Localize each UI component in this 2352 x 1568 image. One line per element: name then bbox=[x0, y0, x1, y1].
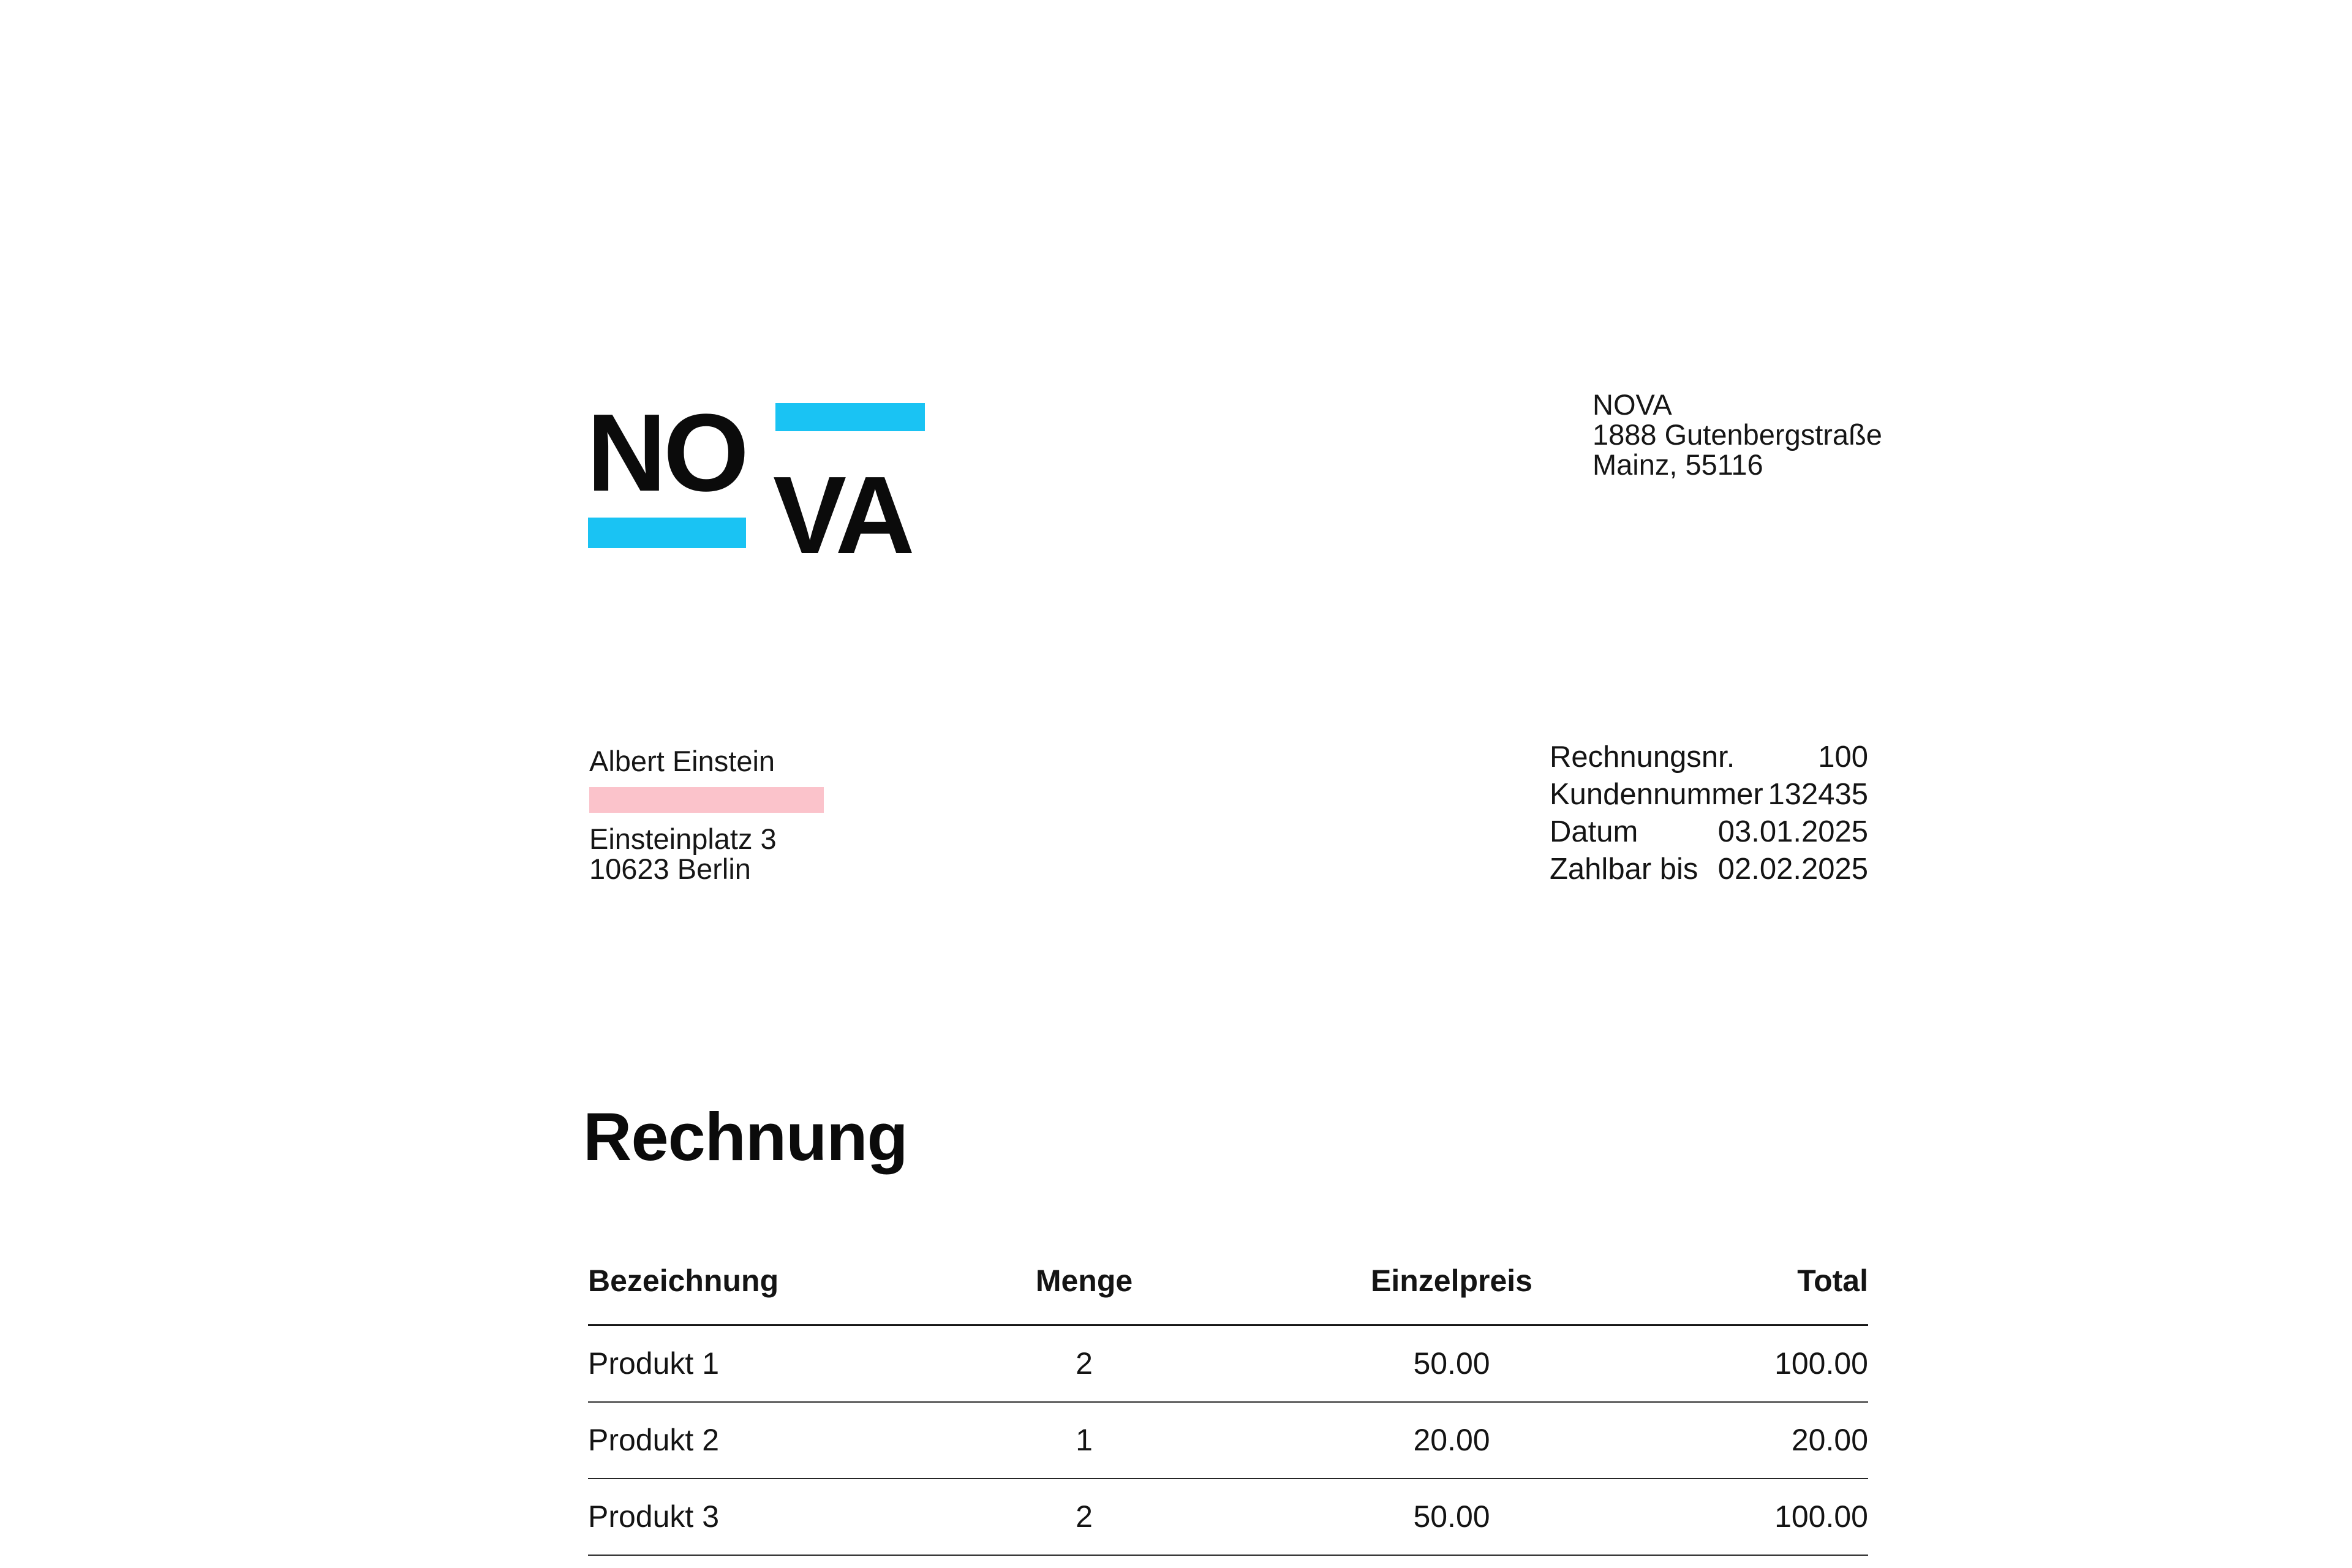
table-row bbox=[588, 1326, 1868, 1403]
invoice-meta-block bbox=[1550, 739, 1868, 888]
meta-row-date bbox=[1550, 813, 1868, 851]
column-header-total: Total bbox=[1797, 1264, 1868, 1298]
item-unit-price: 50.00 bbox=[1413, 1346, 1490, 1381]
logo-bar-bottom-icon bbox=[588, 518, 746, 548]
item-total: 100.00 bbox=[1774, 1499, 1868, 1534]
meta-value: 132435 bbox=[1768, 778, 1868, 811]
item-quantity: 2 bbox=[1076, 1346, 1093, 1381]
meta-label: Kundennummer bbox=[1550, 778, 1763, 811]
sender-city: Mainz, 55116 bbox=[1593, 448, 1763, 481]
column-header-unit-price: Einzelpreis bbox=[1371, 1264, 1532, 1298]
column-header-quantity: Menge bbox=[1035, 1264, 1133, 1298]
redacted-address-line bbox=[589, 787, 824, 813]
item-name: Produkt 1 bbox=[588, 1346, 720, 1381]
item-name: Produkt 2 bbox=[588, 1423, 720, 1457]
item-quantity: 1 bbox=[1076, 1423, 1093, 1457]
logo-bar-top-icon bbox=[775, 403, 925, 431]
recipient-street: Einsteinplatz 3 bbox=[589, 823, 777, 855]
items-table bbox=[588, 1265, 1868, 1556]
page-title: Rechnung bbox=[583, 1099, 908, 1175]
item-unit-price: 20.00 bbox=[1413, 1423, 1490, 1457]
meta-label: Datum bbox=[1550, 815, 1638, 848]
recipient-name: Albert Einstein bbox=[589, 745, 775, 777]
sender-address-block bbox=[1593, 390, 1882, 480]
sender-name: NOVA bbox=[1593, 388, 1672, 421]
logo-text-no: NO bbox=[587, 391, 746, 514]
item-total: 100.00 bbox=[1774, 1346, 1868, 1381]
column-header-description: Bezeichnung bbox=[588, 1264, 779, 1298]
recipient-city: 10623 Berlin bbox=[589, 853, 751, 885]
sender-street: 1888 Gutenbergstraße bbox=[1593, 418, 1882, 451]
company-logo bbox=[0, 0, 912, 577]
table-row bbox=[588, 1403, 1868, 1479]
meta-value: 100 bbox=[1818, 741, 1868, 774]
item-name: Produkt 3 bbox=[588, 1499, 720, 1534]
meta-row-invoice-number bbox=[1550, 739, 1868, 776]
item-unit-price: 50.00 bbox=[1413, 1499, 1490, 1534]
item-quantity: 2 bbox=[1076, 1499, 1093, 1534]
meta-value: 03.01.2025 bbox=[1717, 815, 1868, 848]
table-row bbox=[588, 1479, 1868, 1556]
meta-label: Rechnungsnr. bbox=[1550, 741, 1735, 774]
item-total: 20.00 bbox=[1791, 1423, 1868, 1457]
meta-value: 02.02.2025 bbox=[1717, 853, 1868, 886]
table-header-row bbox=[588, 1265, 1868, 1326]
meta-label: Zahlbar bis bbox=[1550, 853, 1698, 886]
recipient-address-block bbox=[589, 746, 824, 884]
meta-row-customer-number bbox=[1550, 776, 1868, 813]
meta-row-due-date bbox=[1550, 851, 1868, 888]
logo-text-va: VA bbox=[773, 454, 912, 577]
